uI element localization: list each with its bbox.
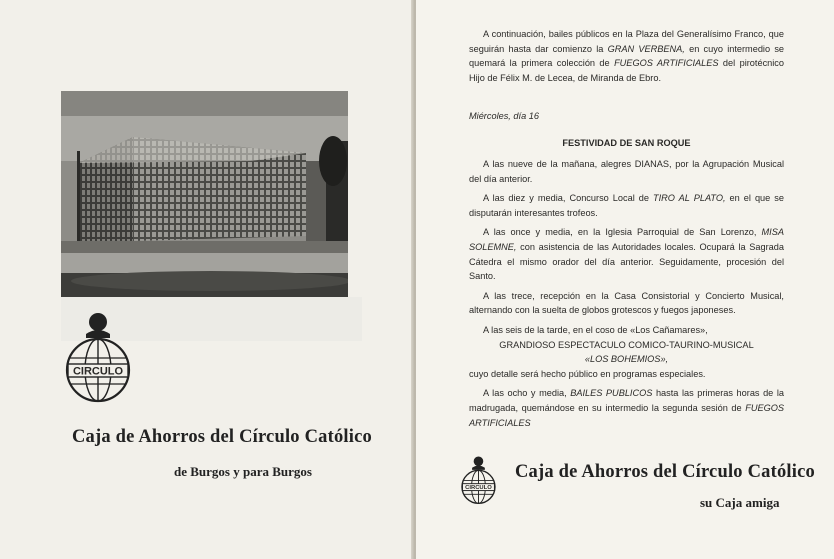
paragraph-tarde: A las seis de la tarde, en el coso de «Los Cañamares», (483, 324, 708, 335)
paragraph-detalle: cuyo detalle será hecho público en programas especiales. (469, 368, 706, 379)
logo-text: CIRCULO (72, 365, 124, 378)
spectacle-name: «LOS BOHEMIOS», (584, 354, 669, 365)
paragraph-recepcion: A las trece, recepción en la Casa Consistorial y Concierto Musical, alternando con la suelta de globos grotescos y fuegos japoneses. (469, 290, 784, 316)
festivity-heading (469, 136, 784, 151)
spectacle-title: GRANDIOSO ESPECTACULO COMICO-TAURINO-MUSICAL (499, 339, 754, 350)
section-heading: FESTIVIDAD DE SAN ROQUE (562, 138, 691, 148)
logo-text-small: CIRCULO (465, 485, 492, 492)
brand-slogan: su Caja amiga (700, 495, 780, 510)
circulo-logo-small (460, 456, 498, 506)
paragraph-verbena: A continuación, bailes públicos en la Plaza del Generalísimo Franco, que seguirán hasta dar comienzo la GRAN VERBENA, en cuyo intermedio se quemará la primera colección de FUEGOS ARTIFICIALES del pirotécnico Hijo de Félix M. de Lecea, de Miranda de Ebro. (469, 29, 785, 83)
building-photo (61, 91, 348, 297)
paragraph-misa: A las once y media, en la Iglesia Parroquial de San Lorenzo, MISA SOLEMNE, con asistencia de las Autoridades locales. Ocupará la Sagrada Cátedra el mismo orador del día anterior. Seguidamente, procesión del Santo. (469, 227, 784, 282)
left-page (0, 0, 414, 559)
paragraph-tiro: A las diez y media, Concurso Local de TIRO AL PLATO, en el que se disputarán interesantes trofeos. (469, 193, 784, 218)
building-photo-image (61, 91, 348, 297)
paragraph-dianas: A las nueve de la mañana, alegres DIANAS, por la Agrupación Musical del día anterior. (469, 159, 784, 184)
date-line (469, 109, 784, 124)
date-label: Miércoles, día 16 (469, 111, 539, 121)
program-events (469, 157, 784, 430)
circulo-logo (64, 312, 134, 406)
program-text (469, 27, 784, 85)
brand-title-right: Caja de Ahorros del Círculo Católico (515, 462, 815, 482)
brand-subtitle: de Burgos y para Burgos (174, 464, 312, 479)
brand-title: Caja de Ahorros del Círculo Católico (72, 427, 372, 447)
paragraph-bailes: A las ocho y media, BAILES PUBLICOS hasta las primeras horas de la madrugada, quemándose en su intermedio la segunda sesión de FUEGOS ARTIFICIALES (469, 388, 784, 428)
